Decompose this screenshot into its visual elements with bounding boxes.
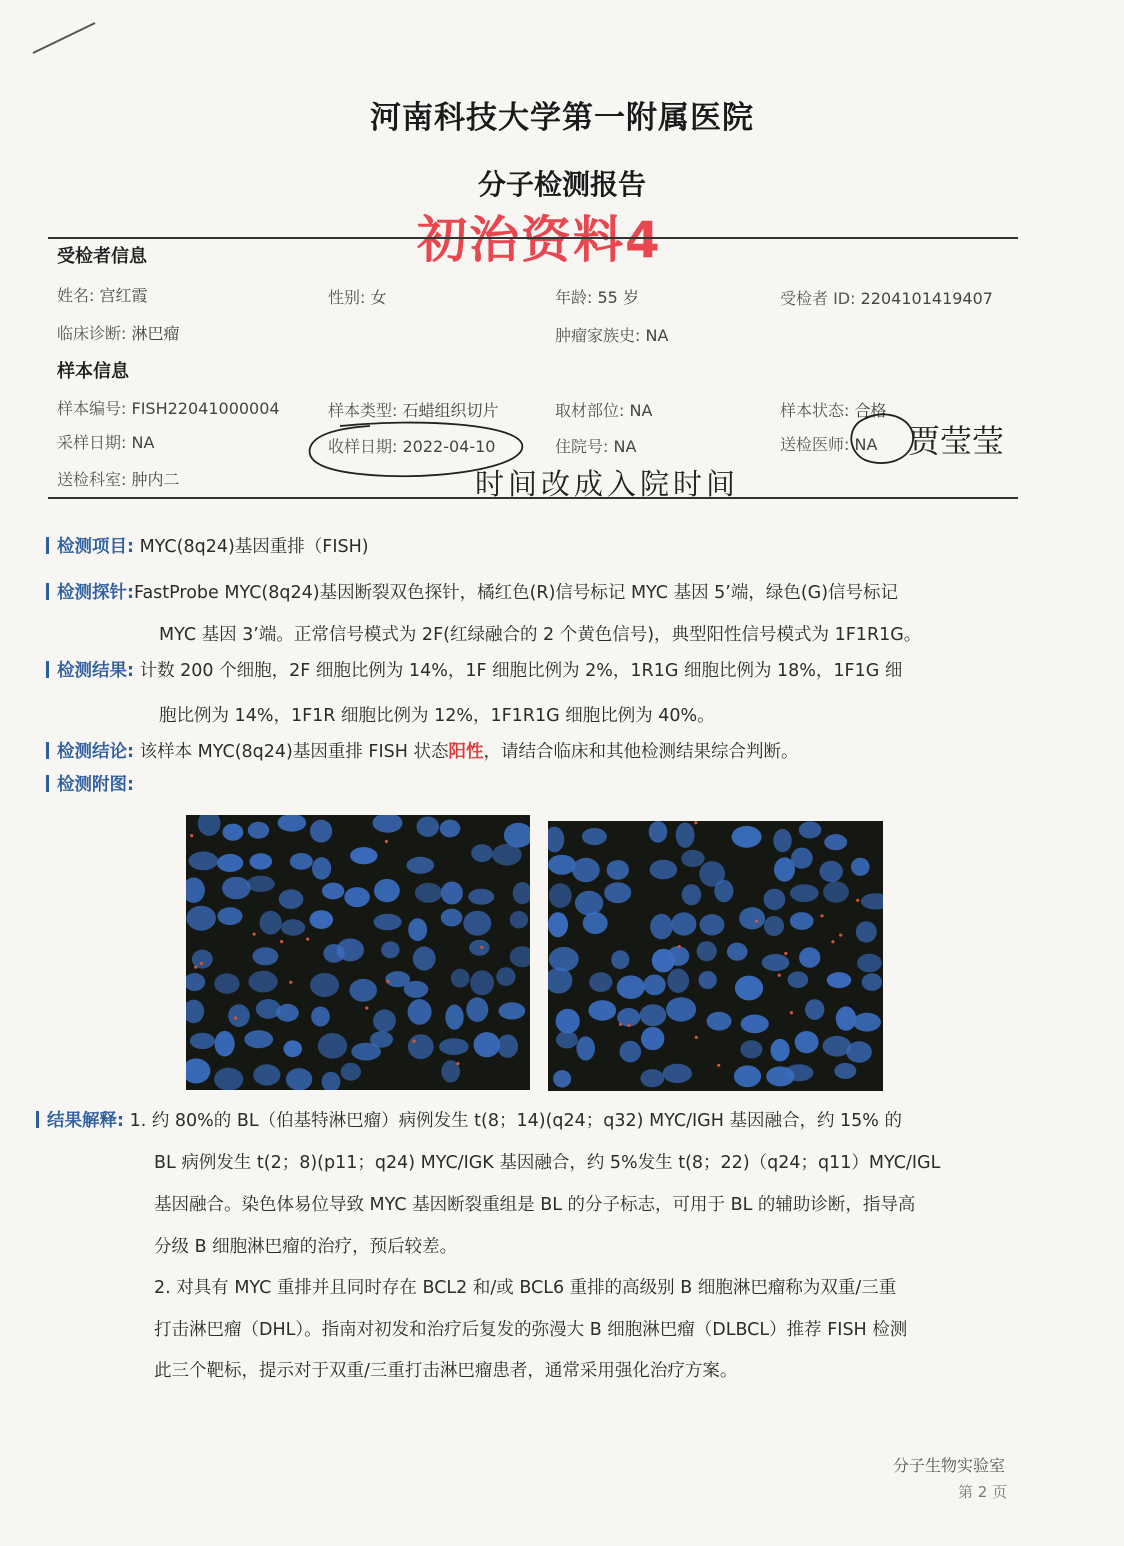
signal-dot <box>253 933 256 936</box>
cell-nucleus <box>548 968 572 994</box>
cell-nucleus <box>497 1035 518 1058</box>
cell-nucleus <box>791 848 813 869</box>
cell-nucleus <box>582 828 607 845</box>
cell-nucleus <box>439 1038 469 1055</box>
sample-type-field: 样本类型: 石蜡组织切片 <box>328 401 499 420</box>
interpretation-line: BL 病例发生 t(2；8)(p11；q24) MYC/IGK 基因融合，约 5%发生 t(8；22)（q24；q11）MYC/IGL <box>154 1153 941 1173</box>
cell-nucleus <box>214 973 239 993</box>
cell-nucleus <box>186 1000 204 1024</box>
cell-nucleus <box>549 883 572 908</box>
cell-nucleus <box>466 997 488 1022</box>
detection-result-line2: 胞比例为 14%，1F1R 细胞比例为 12%，1F1R1G 细胞比例为 40%。 <box>159 706 715 726</box>
detection-probe-row: 检测探针:FastProbe MYC(8q24)基因断裂双色探针，橘红色(R)信号标记 MYC 基因 5’端，绿色(G)信号标记 <box>46 574 898 612</box>
signal-dot <box>778 974 781 977</box>
cell-nucleus <box>278 815 307 832</box>
cell-nucleus <box>247 876 275 892</box>
cell-nucleus <box>820 861 843 882</box>
cell-nucleus <box>589 972 612 992</box>
cell-nucleus <box>784 1064 813 1081</box>
label-bar <box>46 537 49 554</box>
cell-nucleus <box>575 891 603 916</box>
cell-nucleus <box>640 1069 664 1087</box>
cell-nucleus <box>281 919 305 935</box>
cell-nucleus <box>617 975 645 999</box>
cell-nucleus <box>556 1009 580 1034</box>
lab-name: 分子生物实验室 <box>893 1456 1006 1475</box>
doctor-field: 送检医师: NA <box>780 435 878 454</box>
cell-nucleus <box>764 916 784 936</box>
cell-nucleus <box>795 1031 819 1053</box>
cell-nucleus <box>790 884 819 902</box>
cell-nucleus <box>286 1068 312 1090</box>
detection-item-row: 检测项目: MYC(8q24)基因重排（FISH) <box>46 528 369 566</box>
hospital-name: 河南科技大学第一附属医院 <box>370 100 754 136</box>
signal-dot <box>619 1023 622 1026</box>
cell-nucleus <box>583 912 608 934</box>
cell-nucleus <box>823 881 849 902</box>
cell-nucleus <box>408 999 432 1025</box>
cell-nucleus <box>611 950 629 969</box>
detection-result-row: 检测结果: 计数 200 个细胞，2F 细胞比例为 14%，1F 细胞比例为 2%，1R1G 细胞比例为 18%，1F1G 细 <box>46 652 902 690</box>
interpretation-row: 结果解释: 1. 约 80%的 BL（伯基特淋巴瘤）病例发生 t(8；14)(q24；q32) MYC/IGH 基因融合，约 15% 的 <box>36 1101 902 1142</box>
interpretation-line: 打击淋巴瘤（DHL）。指南对初发和治疗后复发的弥漫大 B 细胞淋巴瘤（DLBCL）推荐 FISH 检测 <box>154 1320 908 1340</box>
label-bar <box>46 583 49 600</box>
cell-nucleus <box>764 889 786 911</box>
family-history-field: 肿瘤家族史: NA <box>555 326 669 345</box>
cell-nucleus <box>186 973 205 991</box>
header-divider <box>48 237 1018 239</box>
sample-number-field: 样本编号: FISH22041000004 <box>57 399 280 418</box>
subject-age-field: 年龄: 55 岁 <box>555 288 639 307</box>
cell-nucleus <box>451 969 470 988</box>
cell-nucleus <box>322 1072 341 1090</box>
cell-nucleus <box>851 858 870 876</box>
cell-nucleus <box>799 821 822 838</box>
cell-nucleus <box>496 967 515 986</box>
cell-nucleus <box>824 834 847 850</box>
report-title: 分子检测报告 <box>477 168 646 201</box>
signal-dot <box>289 981 292 984</box>
cell-nucleus <box>471 844 493 862</box>
cell-nucleus <box>727 943 748 961</box>
interpretation-line: 分级 B 细胞淋巴瘤的治疗，预后较差。 <box>154 1237 458 1257</box>
cell-nucleus <box>217 854 243 872</box>
detection-figure-row: 检测附图: <box>46 766 134 804</box>
cell-nucleus <box>513 882 530 904</box>
cell-nucleus <box>214 1068 243 1090</box>
cell-nucleus <box>470 970 494 995</box>
subject-name-field: 姓名: 宫红霞 <box>57 286 148 305</box>
cell-nucleus <box>588 1000 616 1021</box>
cell-nucleus <box>734 1065 761 1087</box>
cell-nucleus <box>228 1004 250 1027</box>
cell-nucleus <box>253 947 279 965</box>
cell-nucleus <box>337 938 364 961</box>
cell-nucleus <box>408 918 427 941</box>
cell-nucleus <box>222 877 251 900</box>
detection-conclusion-row: 检测结论: 该样本 MYC(8q24)基因重排 FISH 状态阳性，请结合临床和其他检测结果综合判断。 <box>46 733 798 771</box>
cell-nucleus <box>862 973 882 991</box>
signal-dot <box>365 1006 368 1009</box>
cell-nucleus <box>735 976 763 1001</box>
cell-nucleus <box>762 954 790 971</box>
cell-nucleus <box>341 1063 361 1081</box>
cell-nucleus <box>198 815 221 836</box>
cell-nucleus <box>374 879 400 902</box>
receive-date-field: 收样日期: 2022-04-10 <box>328 437 496 456</box>
interpretation-line: 此三个靶标，提示对于双重/三重打击淋巴瘤患者，通常采用强化治疗方案。 <box>154 1361 738 1381</box>
cell-nucleus <box>640 1004 667 1026</box>
cell-nucleus <box>681 850 704 867</box>
cell-nucleus <box>310 973 339 997</box>
sample-site-field: 取材部位: NA <box>555 401 653 420</box>
cell-nucleus <box>853 1013 881 1032</box>
cell-nucleus <box>373 815 403 833</box>
cell-nucleus <box>644 975 666 996</box>
cell-nucleus <box>773 829 791 852</box>
cell-nucleus <box>556 1031 578 1049</box>
interpretation-line: 基因融合。染色体易位导致 MYC 基因断裂重组是 BL 的分子标志，可用于 BL 的辅助诊断，指导高 <box>154 1195 916 1215</box>
cell-nucleus <box>248 822 269 839</box>
cell-nucleus <box>350 847 377 864</box>
red-stamp-label: 初治资料4 <box>417 211 662 269</box>
cell-nucleus <box>771 1039 790 1062</box>
cell-nucleus <box>548 855 576 875</box>
cell-nucleus <box>322 883 344 900</box>
cell-nucleus <box>607 860 629 880</box>
signal-dot <box>694 821 697 824</box>
cell-nucleus <box>739 907 765 929</box>
cell-nucleus <box>474 1032 501 1057</box>
cell-nucleus <box>604 882 631 903</box>
cell-nucleus <box>407 857 435 874</box>
signal-dot <box>200 962 203 965</box>
subject-sex-field: 性别: 女 <box>328 288 387 307</box>
cell-nucleus <box>510 946 530 967</box>
page-number: 第 2 页 <box>958 1483 1008 1501</box>
cell-nucleus <box>318 1033 347 1059</box>
signal-dot <box>784 952 787 955</box>
cell-nucleus <box>374 914 402 931</box>
interpretation-line: 2. 对具有 MYC 重排并且同时存在 BCL2 和/或 BCL6 重排的高级别 B 细胞淋巴瘤称为双重/三重 <box>154 1278 897 1298</box>
signal-dot <box>413 1040 416 1043</box>
pen-stroke-mark <box>25 15 105 60</box>
cell-nucleus <box>836 1006 856 1030</box>
subject-id-field: 受检者 ID: 2204101419407 <box>780 289 993 308</box>
positive-status: 阳性 <box>448 742 484 762</box>
cell-nucleus <box>620 1041 642 1063</box>
cell-nucleus <box>649 821 668 843</box>
signal-dot <box>717 1064 720 1067</box>
cell-nucleus <box>714 880 733 902</box>
cell-nucleus <box>468 889 494 905</box>
label-bar <box>46 775 49 792</box>
signal-dot <box>678 945 681 948</box>
cell-nucleus <box>190 1033 215 1049</box>
cell-nucleus <box>312 857 331 880</box>
cell-nucleus <box>834 1063 856 1079</box>
signal-dot <box>839 934 842 937</box>
cell-nucleus <box>510 911 528 929</box>
cell-nucleus <box>373 1009 396 1032</box>
cell-nucleus <box>641 1027 664 1050</box>
cell-nucleus <box>732 826 762 848</box>
cell-nucleus <box>861 893 883 909</box>
cell-nucleus <box>408 1034 434 1059</box>
cell-nucleus <box>699 971 717 989</box>
cell-nucleus <box>499 1002 526 1019</box>
cell-nucleus <box>666 997 696 1021</box>
signal-dot <box>190 834 193 837</box>
cell-nucleus <box>700 914 725 935</box>
cell-nucleus <box>663 1064 692 1083</box>
label-bar <box>46 661 49 678</box>
diagnosis-field: 临床诊断: 淋巴瘤 <box>57 324 180 343</box>
signal-dot <box>856 899 859 902</box>
signal-dot <box>456 1062 459 1065</box>
cell-nucleus <box>248 971 277 993</box>
cell-nucleus <box>290 853 313 870</box>
cell-nucleus <box>741 1015 769 1034</box>
cell-nucleus <box>827 972 852 988</box>
cell-nucleus <box>441 882 463 905</box>
cell-nucleus <box>576 1036 595 1060</box>
signal-dot <box>820 914 823 917</box>
cell-nucleus <box>553 1070 571 1087</box>
signal-dot <box>755 920 758 923</box>
cell-nucleus <box>415 883 442 903</box>
sample-status-field: 样本状态: 合格 <box>780 401 887 420</box>
cell-nucleus <box>260 911 282 935</box>
signal-dot <box>695 1036 698 1039</box>
collect-date-field: 采样日期: NA <box>57 433 155 452</box>
signal-dot <box>280 940 283 943</box>
cell-nucleus <box>244 1030 273 1048</box>
label-bar <box>36 1111 39 1128</box>
cell-nucleus <box>667 969 689 993</box>
cell-nucleus <box>311 1007 330 1027</box>
signal-dot <box>831 940 834 943</box>
cell-nucleus <box>186 1058 210 1083</box>
cell-nuclei-texture <box>548 821 883 1091</box>
cell-nucleus <box>671 912 696 935</box>
cell-nucleus <box>650 860 678 880</box>
cell-nucleus <box>413 946 436 970</box>
cell-nucleus <box>572 858 600 882</box>
cell-nucleus <box>548 912 568 937</box>
cell-nucleus <box>276 1004 298 1022</box>
cell-nucleus <box>283 1040 302 1057</box>
detection-probe-line2: MYC 基因 3’端。正常信号模式为 2F(红绿融合的 2 个黄色信号)，典型阳性信号模式为 1F1R1G。 <box>159 625 922 645</box>
sample-divider <box>48 497 1018 499</box>
cell-nucleus <box>217 907 242 925</box>
cell-nucleus <box>707 1012 732 1031</box>
cell-nucleus <box>492 844 521 866</box>
label-bar <box>46 742 49 759</box>
cell-nucleus <box>445 1005 463 1030</box>
cell-nucleus <box>279 889 304 909</box>
cell-nucleus <box>215 1031 235 1057</box>
cell-nucleus <box>186 906 216 931</box>
signal-dot <box>627 1024 630 1027</box>
cell-nucleus <box>253 1064 280 1085</box>
cell-nucleus <box>856 921 877 942</box>
cell-nucleus <box>344 887 370 907</box>
signal-dot <box>790 1011 793 1014</box>
cell-nucleus <box>189 852 219 871</box>
cell-nucleus <box>463 911 491 936</box>
fish-image-right <box>548 821 883 1091</box>
cell-nucleus <box>441 909 463 927</box>
cell-nucleus <box>740 1040 762 1058</box>
signal-dot <box>234 1017 237 1020</box>
cell-nuclei-texture <box>186 815 530 1090</box>
signal-dot <box>194 966 197 969</box>
cell-nucleus <box>682 884 702 905</box>
cell-nucleus <box>250 853 273 869</box>
cell-nucleus <box>697 941 717 961</box>
cell-nucleus <box>349 979 377 1002</box>
cell-nucleus <box>469 940 489 956</box>
subject-section-title: 受检者信息 <box>57 246 147 267</box>
signal-dot <box>306 938 309 941</box>
fish-image-left <box>186 815 530 1090</box>
cell-nucleus <box>667 946 689 966</box>
cell-nucleus <box>404 981 429 998</box>
signal-dot <box>480 946 483 949</box>
cell-nucleus <box>650 914 673 940</box>
cell-nucleus <box>548 827 564 853</box>
cell-nucleus <box>223 824 244 841</box>
sample-section-title: 样本信息 <box>57 361 129 382</box>
cell-nucleus <box>788 971 809 988</box>
cell-nucleus <box>676 823 695 848</box>
cell-nucleus <box>310 820 332 843</box>
cell-nucleus <box>549 947 579 971</box>
handwritten-note: 时间改成入院时间 <box>475 467 740 501</box>
cell-nucleus <box>417 817 440 837</box>
cell-nucleus <box>186 877 205 903</box>
signal-dot <box>385 840 388 843</box>
department-field: 送检科室: 肿内二 <box>57 470 180 489</box>
cell-nucleus <box>440 820 461 838</box>
signal-dot <box>386 980 389 983</box>
hospital-number-field: 住院号: NA <box>555 437 637 456</box>
handwritten-signature: 贾莹莹 <box>908 422 1005 460</box>
cell-nucleus <box>370 1031 393 1047</box>
cell-nucleus <box>381 941 399 958</box>
cell-nucleus <box>805 999 824 1020</box>
cell-nucleus <box>799 947 820 968</box>
cell-nucleus <box>857 954 882 973</box>
cell-nucleus <box>790 912 814 930</box>
cell-nucleus <box>310 910 334 929</box>
cell-nucleus <box>846 1041 872 1062</box>
